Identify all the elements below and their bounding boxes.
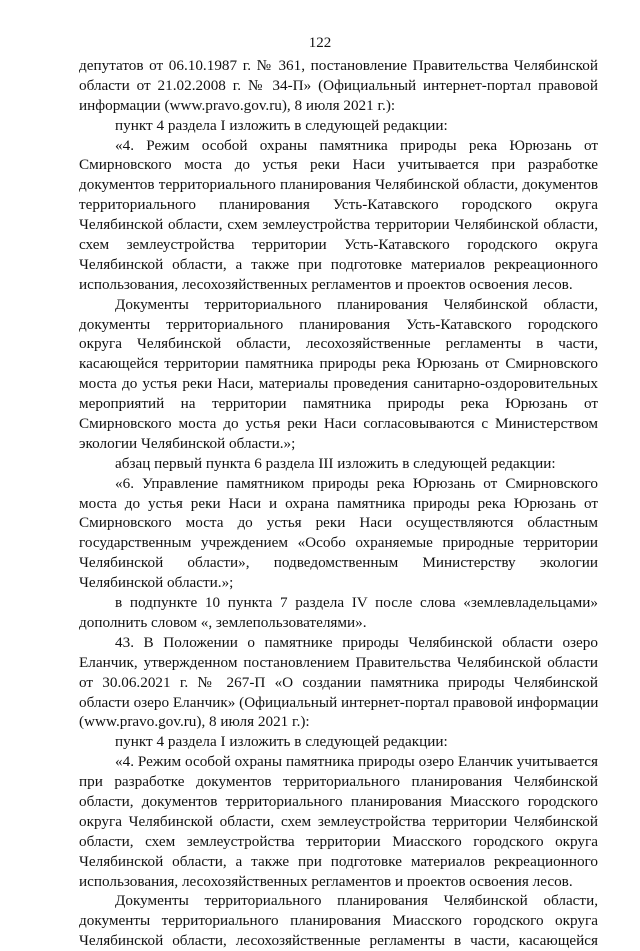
text-line: в подпункте 10 пункта 7 раздела IV после слова «землевладельцами» — [115, 594, 598, 612]
text-line: «6. Управление памятником природы река Юрюзань от Смирновского — [115, 474, 598, 492]
text-line: схем землеустройства территории Усть-Катавского городского округа — [79, 236, 598, 254]
text-line: использования, лесохозяйственных регламентов и проектов освоения лесов. — [79, 275, 573, 293]
text-line: Документы территориального планирования Челябинской области, — [115, 892, 598, 910]
text-line: (www.pravo.gov.ru), 8 июля 2021 г.): — [79, 713, 310, 731]
text-line: Челябинской области, а также при подготовке материалов рекреационного — [79, 255, 598, 273]
text-line: моста до устья реки Наси и охрана памятника природы река Юрюзань от — [79, 494, 598, 512]
text-line: экологии Челябинской области.»; — [79, 434, 296, 452]
text-line: 43. В Положении о памятнике природы Челябинской области озеро — [115, 633, 598, 651]
text-line: области, схем землеустройства территории Миасского городского округа — [79, 832, 598, 850]
text-line: Смирновского моста до устья реки Наси осуществляются областным — [79, 514, 598, 532]
text-line: государственным учреждением «Особо охраняемые природные территории — [79, 534, 598, 552]
text-line: области озеро Еланчик» (Официальный интернет-портал правовой информации — [79, 693, 599, 711]
text-line: при разработке документов территориального планирования Челябинской — [79, 773, 598, 791]
text-line: «4. Режим особой охраны памятника природы река Юрюзань от — [115, 136, 598, 154]
text-line: территориального планирования Усть-Катавского городского округа — [79, 196, 598, 214]
text-line: округа Челябинской области, схем землеустройства территории Челябинской — [79, 812, 598, 830]
text-line: дополнить словом «, землепользователями». — [79, 613, 367, 631]
text-line: Смирновского моста до устья реки Наси согласовываются с Министерством — [79, 415, 598, 433]
text-line: Челябинской области, схем землеустройства территории Челябинской области, — [79, 216, 598, 234]
text-line: области, документов территориального планирования Миасского городского — [79, 792, 598, 810]
text-line: абзац первый пункта 6 раздела III изложить в следующей редакции: — [115, 454, 556, 472]
text-line: Челябинской области.»; — [79, 574, 234, 592]
text-line: «4. Режим особой охраны памятника природы озеро Еланчик учитывается — [115, 753, 598, 771]
text-line: от 30.06.2021 г. № 267-П «О создании памятника природы Челябинской — [79, 673, 598, 691]
text-line: мероприятий на территории памятника природы река Юрюзань от — [79, 395, 598, 413]
text-line: Документы территориального планирования Челябинской области, — [115, 295, 598, 313]
text-line: пункт 4 раздела I изложить в следующей редакции: — [115, 116, 448, 134]
text-line: Челябинской области», подведомственным Министерству экологии — [79, 554, 598, 572]
document-body — [79, 56, 598, 951]
page-number: 122 — [308, 35, 332, 51]
text-line: депутатов от 06.10.1987 г. № 361, постановление Правительства Челябинской — [79, 57, 598, 74]
text-line: информации (www.pravo.gov.ru), 8 июля 2021 г.): — [79, 96, 396, 114]
text-line: округа Челябинской области, лесохозяйственные регламенты в части, — [79, 335, 598, 353]
text-line: Еланчик, утвержденном постановлением Правительства Челябинской области — [79, 653, 598, 671]
text-line: области от 21.02.2008 г. № 34-П» (Официальный интернет-портал правовой — [79, 76, 598, 94]
text-line: использования, лесохозяйственных регламентов и проектов освоения лесов. — [79, 872, 573, 890]
text-line: документы территориального планирования Усть-Катавского городского — [79, 315, 598, 333]
text-line: моста до устья реки Наси, материалы проведения санитарно-оздоровительных — [79, 375, 598, 393]
text-line: Смирновского моста до устья реки Наси учитывается при разработке — [79, 156, 598, 174]
text-line: пункт 4 раздела I изложить в следующей редакции: — [115, 733, 448, 751]
text-line: Челябинской области, лесохозяйственные регламенты в части, касающейся — [79, 932, 598, 950]
text-line: документов территориального планирования Челябинской области, документов — [79, 176, 598, 194]
text-line: Челябинской области, а также при подготовке материалов рекреационного — [79, 852, 598, 870]
text-line: документы территориального планирования Миасского городского округа — [79, 912, 598, 930]
text-line: касающейся территории памятника природы река Юрюзань от Смирновского — [79, 355, 598, 373]
